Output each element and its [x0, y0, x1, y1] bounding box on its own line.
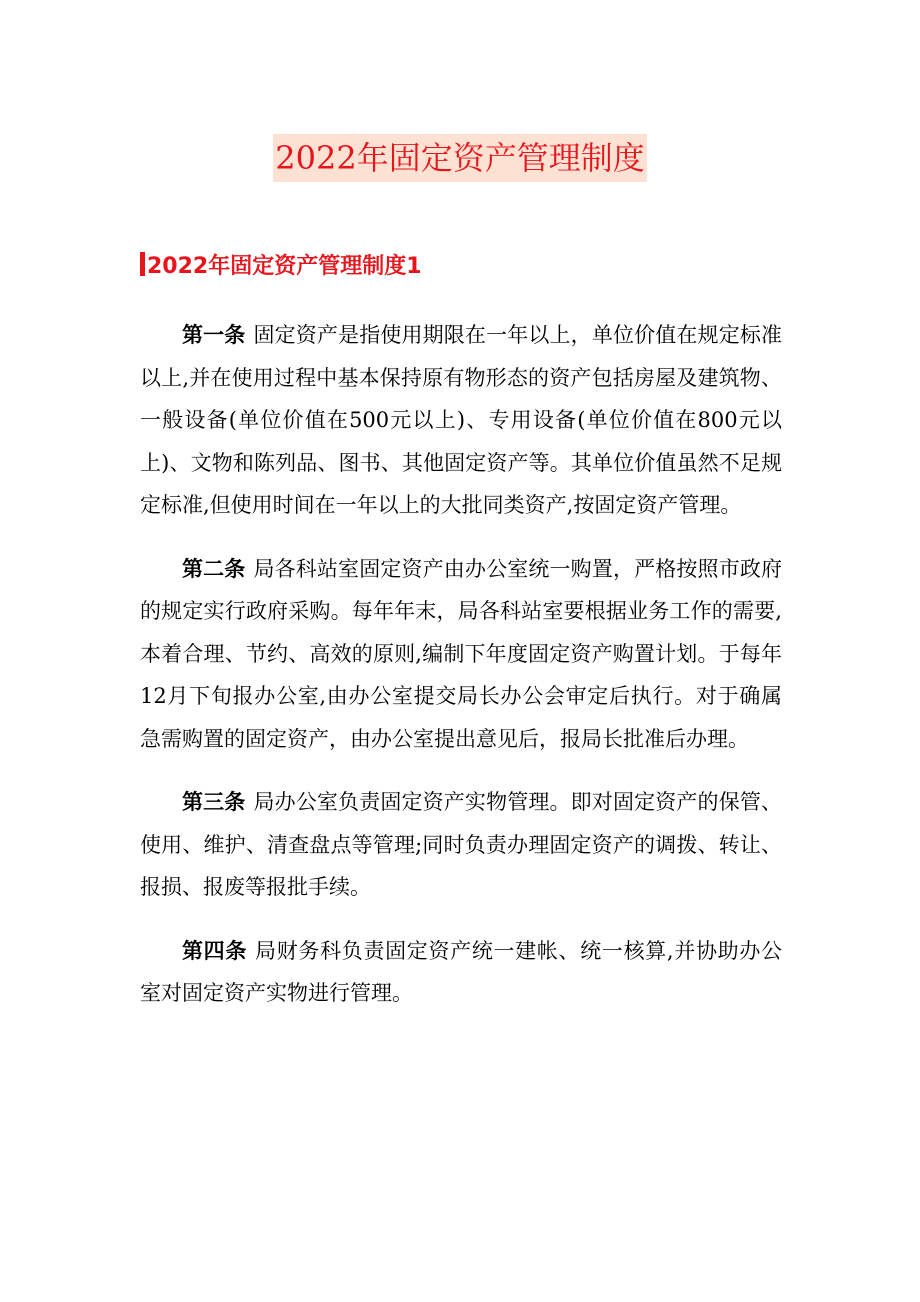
paragraph-article-3 [140, 781, 782, 909]
section-heading [140, 250, 422, 284]
article-text: 局各科站室固定资产由办公室统一购置，严格按照市政府的规定实行政府采购。每年年末，局各科站室要根据业务工作的需要,本着合理、节约、高效的原则,编制下年度固定资产购置计划。于每年12月下旬报办公室,由办公室提交局长办公会审定后执行。对于确属急需购置的固定资产，由办公室提出意见后，报局长批准后办理。 [140, 556, 783, 751]
article-label: 第二条 [182, 556, 246, 581]
article-text: 局财务科负责固定资产统一建帐、统一核算,并协助办公室对固定资产实物进行管理。 [140, 938, 782, 1005]
section-heading-text: 2022年固定资产管理制度1 [147, 254, 422, 279]
heading-marker-bar [140, 252, 145, 276]
title-container [0, 134, 920, 182]
article-label: 第一条 [182, 323, 246, 347]
article-text: 固定资产是指使用期限在一年以上，单位价值在规定标准以上,并在使用过程中基本保持原有物形态的资产包括房屋及建筑物、一般设备(单位价值在500元以上)、专用设备(单位价值在800元以上)、文物和陈列品、图书、其他固定资产等。其单位价值虽然不足规定标准,但使用时间在一年以上的大批同类资产,按固定资产管理。 [140, 323, 783, 517]
article-label: 第四条 [182, 938, 248, 963]
paragraph-article-1 [140, 314, 782, 527]
document-title: 2022年固定资产管理制度 [273, 134, 646, 182]
article-text: 局办公室负责固定资产实物管理。即对固定资产的保管、使用、维护、清查盘点等管理;同时负责办理固定资产的调拨、转让、报损、报废等报批手续。 [140, 790, 783, 899]
article-label: 第三条 [182, 790, 246, 814]
paragraph-article-2 [140, 548, 782, 761]
paragraph-article-4 [140, 930, 782, 1015]
document-body [140, 314, 782, 1036]
